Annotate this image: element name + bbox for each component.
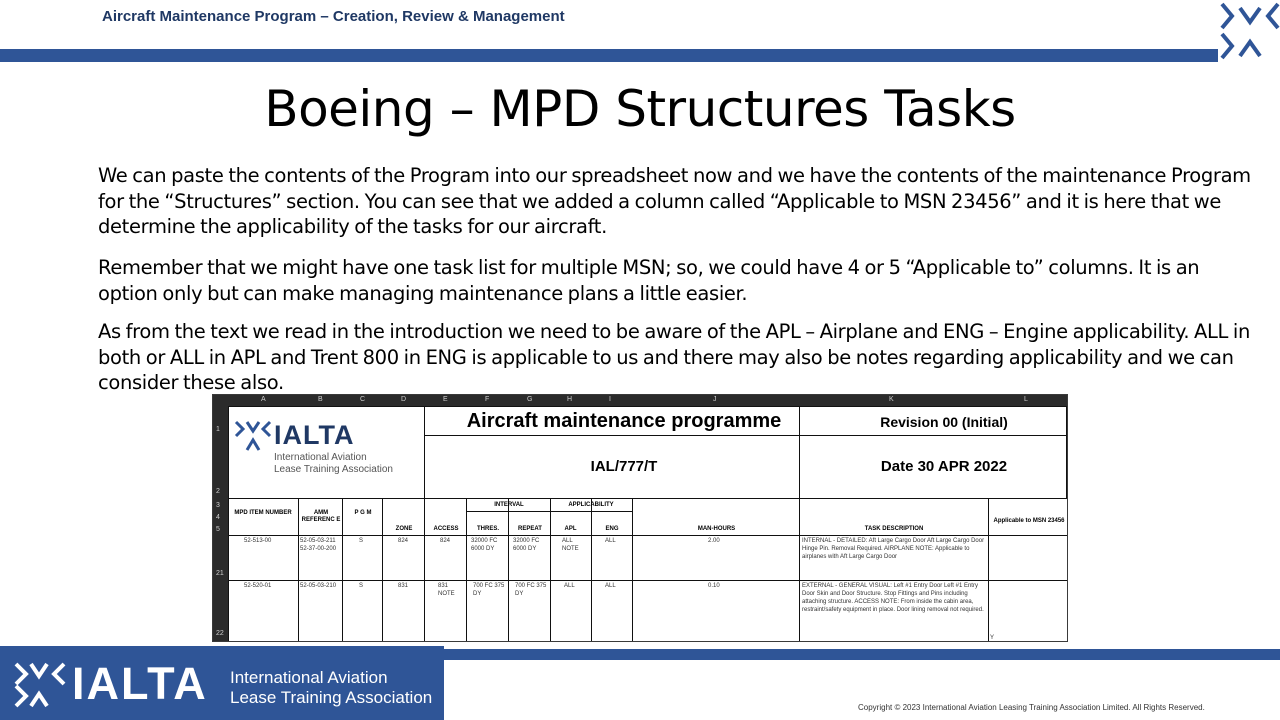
cell-eng: ALL — [605, 538, 616, 544]
paragraph-2: Remember that we might have one task list for multiple MSN; so, we could have 4 or 5 “Applicable to” columns. It is an option only but can make managing maintenance plans a little easier. — [98, 256, 1200, 305]
spreadsheet-grid — [228, 406, 1068, 642]
col-divider — [382, 498, 383, 642]
sheet-logo-sub2: Lease Training Association — [274, 464, 393, 475]
paragraph-3: As from the text we read in the introduction we need to be aware of the APL – Airplane and ENG – Engine applicability. ALL in both or ALL in APL and Trent 800 in ENG is applicable to us and there may also be notes regarding applicability and we can consider these also. — [98, 320, 1250, 394]
header-zone: ZONE — [395, 526, 413, 532]
col-letter: G — [527, 396, 533, 403]
col-letter: H — [567, 396, 573, 403]
col-letter: J — [713, 396, 717, 403]
header-mpd: MPD ITEM NUMBER — [234, 510, 292, 516]
slide-title: Boeing – MPD Structures Tasks — [264, 80, 1016, 138]
cell-task-description: INTERNAL - DETAILED: Aft Large Cargo Door Aft Large Cargo Door Hinge Pin. Removal Required. AIRPLANE NOTE: Applicable to airplanes with Aft Large Cargo Door — [802, 538, 985, 560]
spreadsheet-image — [212, 394, 1068, 642]
col-divider — [466, 498, 467, 642]
course-title: Aircraft Maintenance Program – Creation, Review & Management — [102, 8, 565, 25]
header-eng: ENG — [605, 526, 619, 532]
cell-zone: 831 — [398, 583, 409, 589]
col-letter: B — [318, 396, 323, 403]
cell-man-hours: 2.00 — [708, 538, 720, 544]
col-letter: A — [261, 396, 266, 403]
col-divider — [988, 498, 989, 642]
programme-title: Aircraft maintenance programme — [466, 410, 782, 432]
cell-zone: 824 — [398, 538, 409, 544]
row-number: 21 — [216, 570, 224, 577]
row-number: 5 — [216, 526, 220, 533]
group-divider — [466, 511, 632, 512]
cell-mpd: 52-513-00 — [244, 538, 272, 544]
paragraph-1: We can paste the contents of the Program into our spreadsheet now and we have the contents of the maintenance Program for the “Structures” section. You can see that we added a column called “Applicable to MSN 23456” and it is here that we determine the applicability of the tasks for our aircraft. — [98, 164, 1251, 238]
cell-pgm: S — [359, 583, 364, 589]
col-divider — [508, 498, 509, 642]
footer-logo — [0, 646, 444, 720]
col-divider — [298, 498, 299, 642]
row-number: 1 — [216, 426, 220, 433]
cell-applicable: Y — [990, 635, 995, 641]
header-access: ACCESS — [433, 526, 459, 532]
col-divider — [632, 498, 633, 642]
cell-amm: 52-05-03-211 52-37-00-200 — [300, 538, 337, 552]
cell-man-hours: 0.10 — [708, 583, 720, 589]
row-number: 4 — [216, 514, 220, 521]
col-divider — [591, 498, 592, 642]
col-divider — [424, 498, 425, 642]
cell-apl: ALL — [564, 583, 575, 589]
document-reference: IAL/777/T — [590, 458, 658, 475]
header-thres: THRES. — [476, 526, 499, 532]
col-letter: F — [485, 396, 490, 403]
header-man-hours: MAN-HOURS — [697, 526, 736, 532]
header-interval: INTERVAL — [494, 502, 524, 508]
col-letter: I — [609, 396, 611, 403]
col-letter: D — [401, 396, 407, 403]
cell-access: 831 NOTE — [438, 583, 455, 597]
cell-eng: ALL — [605, 583, 616, 589]
footer-logo-text: IALTA — [72, 658, 208, 709]
cell-apl: ALL NOTE — [562, 538, 579, 552]
sheet-logo-text: IALTA — [274, 420, 355, 450]
document-date: Date 30 APR 2022 — [880, 458, 1008, 475]
header-apl: APL — [564, 526, 577, 532]
header-pgm: P G M — [354, 510, 372, 516]
header-amm: AMM REFERENC E — [301, 510, 341, 523]
col-divider — [799, 498, 800, 642]
row-header-bar — [213, 406, 228, 642]
sheet-logo-sub1: International Aviation — [274, 452, 367, 463]
cell-thres: 32000 FC 6000 DY — [471, 538, 498, 552]
header-bar — [0, 49, 1218, 62]
cell-amm: 52-05-03-210 — [300, 583, 337, 589]
footer-org-line1: International Aviation — [230, 668, 388, 687]
row-number: 2 — [216, 488, 220, 495]
col-letter: K — [889, 396, 894, 403]
copyright-notice: Copyright © 2023 International Aviation Leasing Training Association Limited. All Rights Reserved. — [858, 703, 1205, 712]
row-number: 3 — [216, 502, 220, 509]
footer-org-name — [230, 668, 432, 708]
footer-bar — [444, 649, 1280, 660]
cell-access: 824 — [440, 538, 451, 544]
col-divider — [342, 498, 343, 642]
col-letter: C — [360, 396, 366, 403]
col-divider — [550, 498, 551, 642]
col-letter: E — [443, 396, 448, 403]
col-letter: L — [1024, 396, 1028, 403]
header-task-description: TASK DESCRIPTION — [864, 526, 924, 532]
header-applicable-msn: Applicable to MSN 23456 — [993, 518, 1065, 524]
cell-mpd: 52-520-01 — [244, 583, 272, 589]
cell-repeat: 700 FC 375 DY — [515, 583, 547, 597]
header-applicability: APPLICABILITY — [568, 502, 614, 508]
ialta-chevron-logo-icon — [1218, 0, 1280, 62]
column-header-bar — [213, 395, 1068, 406]
cell-thres: 700 FC 375 DY — [473, 583, 505, 597]
ialta-chevron-icon — [14, 660, 74, 710]
footer-org-line2: Lease Training Association — [230, 688, 433, 707]
revision-label: Revision 00 (Initial) — [880, 414, 1008, 430]
cell-task-description: EXTERNAL - GENERAL VISUAL: Left #1 Entry Door Left #1 Entry Door Skin and Door Structure. Stop Fittings and Pins including attaching structure. ACCESS NOTE: From inside the cabin area, restraint/safety equipment in place. Door lining removal not required. — [802, 583, 984, 613]
cell-pgm: S — [359, 538, 364, 544]
cell-repeat: 32000 FC 6000 DY — [513, 538, 540, 552]
row-number: 22 — [216, 630, 224, 637]
header-repeat: REPEAT — [518, 526, 542, 532]
